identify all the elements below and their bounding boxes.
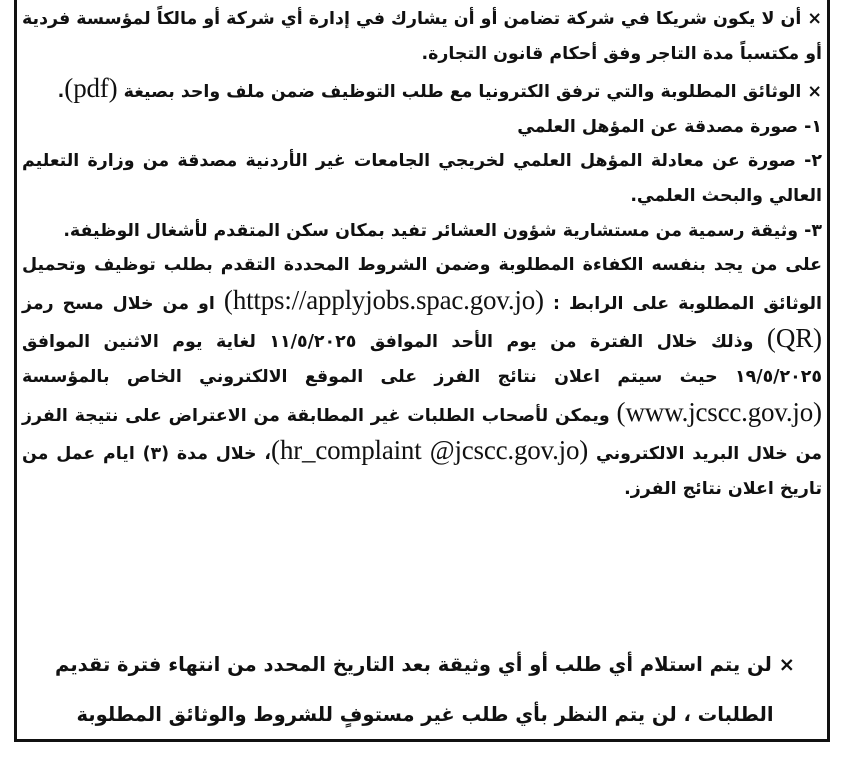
objection-deadline: ، خلال مدة (٣) ايام عمل من تاريخ اعلان نتائج الفرز. (22, 444, 822, 499)
required-document-2: ٢- صورة عن معادلة المؤهل العلمي لخريجي الجامعات غير الأردنية مصدقة من وزارة التعليم العالي والبحث العلمي. (22, 151, 822, 206)
objection-text: ويمكن لأصحاب الطلبات غير المطابقة من الاعتراض على نتيجة الفرز من خلال البريد الالكتروني (22, 405, 822, 465)
application-instructions (22, 248, 822, 506)
application-period: وذلك خلال الفترة من يوم الأحد الموافق ١١/٥/٢٠٢٥ لغاية يوم الاثنين الموافق ١٩/٥/٢٠٢٥ حيث سيتم اعلان نتائج الفرز على الموقع الالكتروني الخاص بالمؤسسة (22, 332, 822, 387)
complaint-email[interactable]: (hr_complaint @jcscc.gov.jo) (270, 435, 589, 466)
qr-label: (QR) (766, 323, 823, 354)
bullet-marker: × (807, 82, 822, 103)
qr-text: او من خلال مسح رمز (22, 293, 224, 314)
required-document-3: ٣- وثيقة رسمية من مستشارية شؤون العشائر تفيد بمكان سكن المتقدم لأشغال الوظيفة. (63, 220, 822, 241)
condition-paragraph (22, 2, 822, 71)
documents-end: . (57, 82, 65, 103)
website-link[interactable]: (www.jcscc.gov.jo) (616, 396, 822, 427)
documents-text: الوثائق المطلوبة والتي ترفق الكترونيا مع طلب التوظيف ضمن ملف واحد بصيغة (117, 82, 808, 103)
closing-line-1: × لن يتم استلام أي طلب أو أي وثيقة بعد التاريخ المحدد من انتهاء فترة تقديم (55, 653, 795, 676)
condition-text: أن لا يكون شريكا في شركة تضامن أو أن يشارك في إدارة أي شركة أو مالكاً لمؤسسة فردية أو مكتسباً مدة التاجر وفق أحكام قانون التجارة. (22, 9, 822, 64)
documents-paragraph (22, 71, 822, 110)
apply-intro: على من يجد بنفسه الكفاءة المطلوبة وضمن الشروط المحددة التقدم بطلب توظيف وتحميل الوثائق المطلوبة على الرابط : (22, 255, 822, 314)
apply-link[interactable]: (https://applyjobs.spac.gov.jo) (223, 284, 544, 315)
closing-line-2: الطلبات ، لن يتم النظر بأي طلب غير مستوفٍ للشروط والوثائق المطلوبة (76, 703, 774, 726)
bullet-marker: × (807, 9, 822, 29)
closing-notice (30, 640, 820, 740)
announcement-body (22, 2, 822, 506)
file-format: (pdf) (64, 73, 118, 104)
required-document-1: ١- صورة مصدقة عن المؤهل العلمي (517, 116, 822, 137)
